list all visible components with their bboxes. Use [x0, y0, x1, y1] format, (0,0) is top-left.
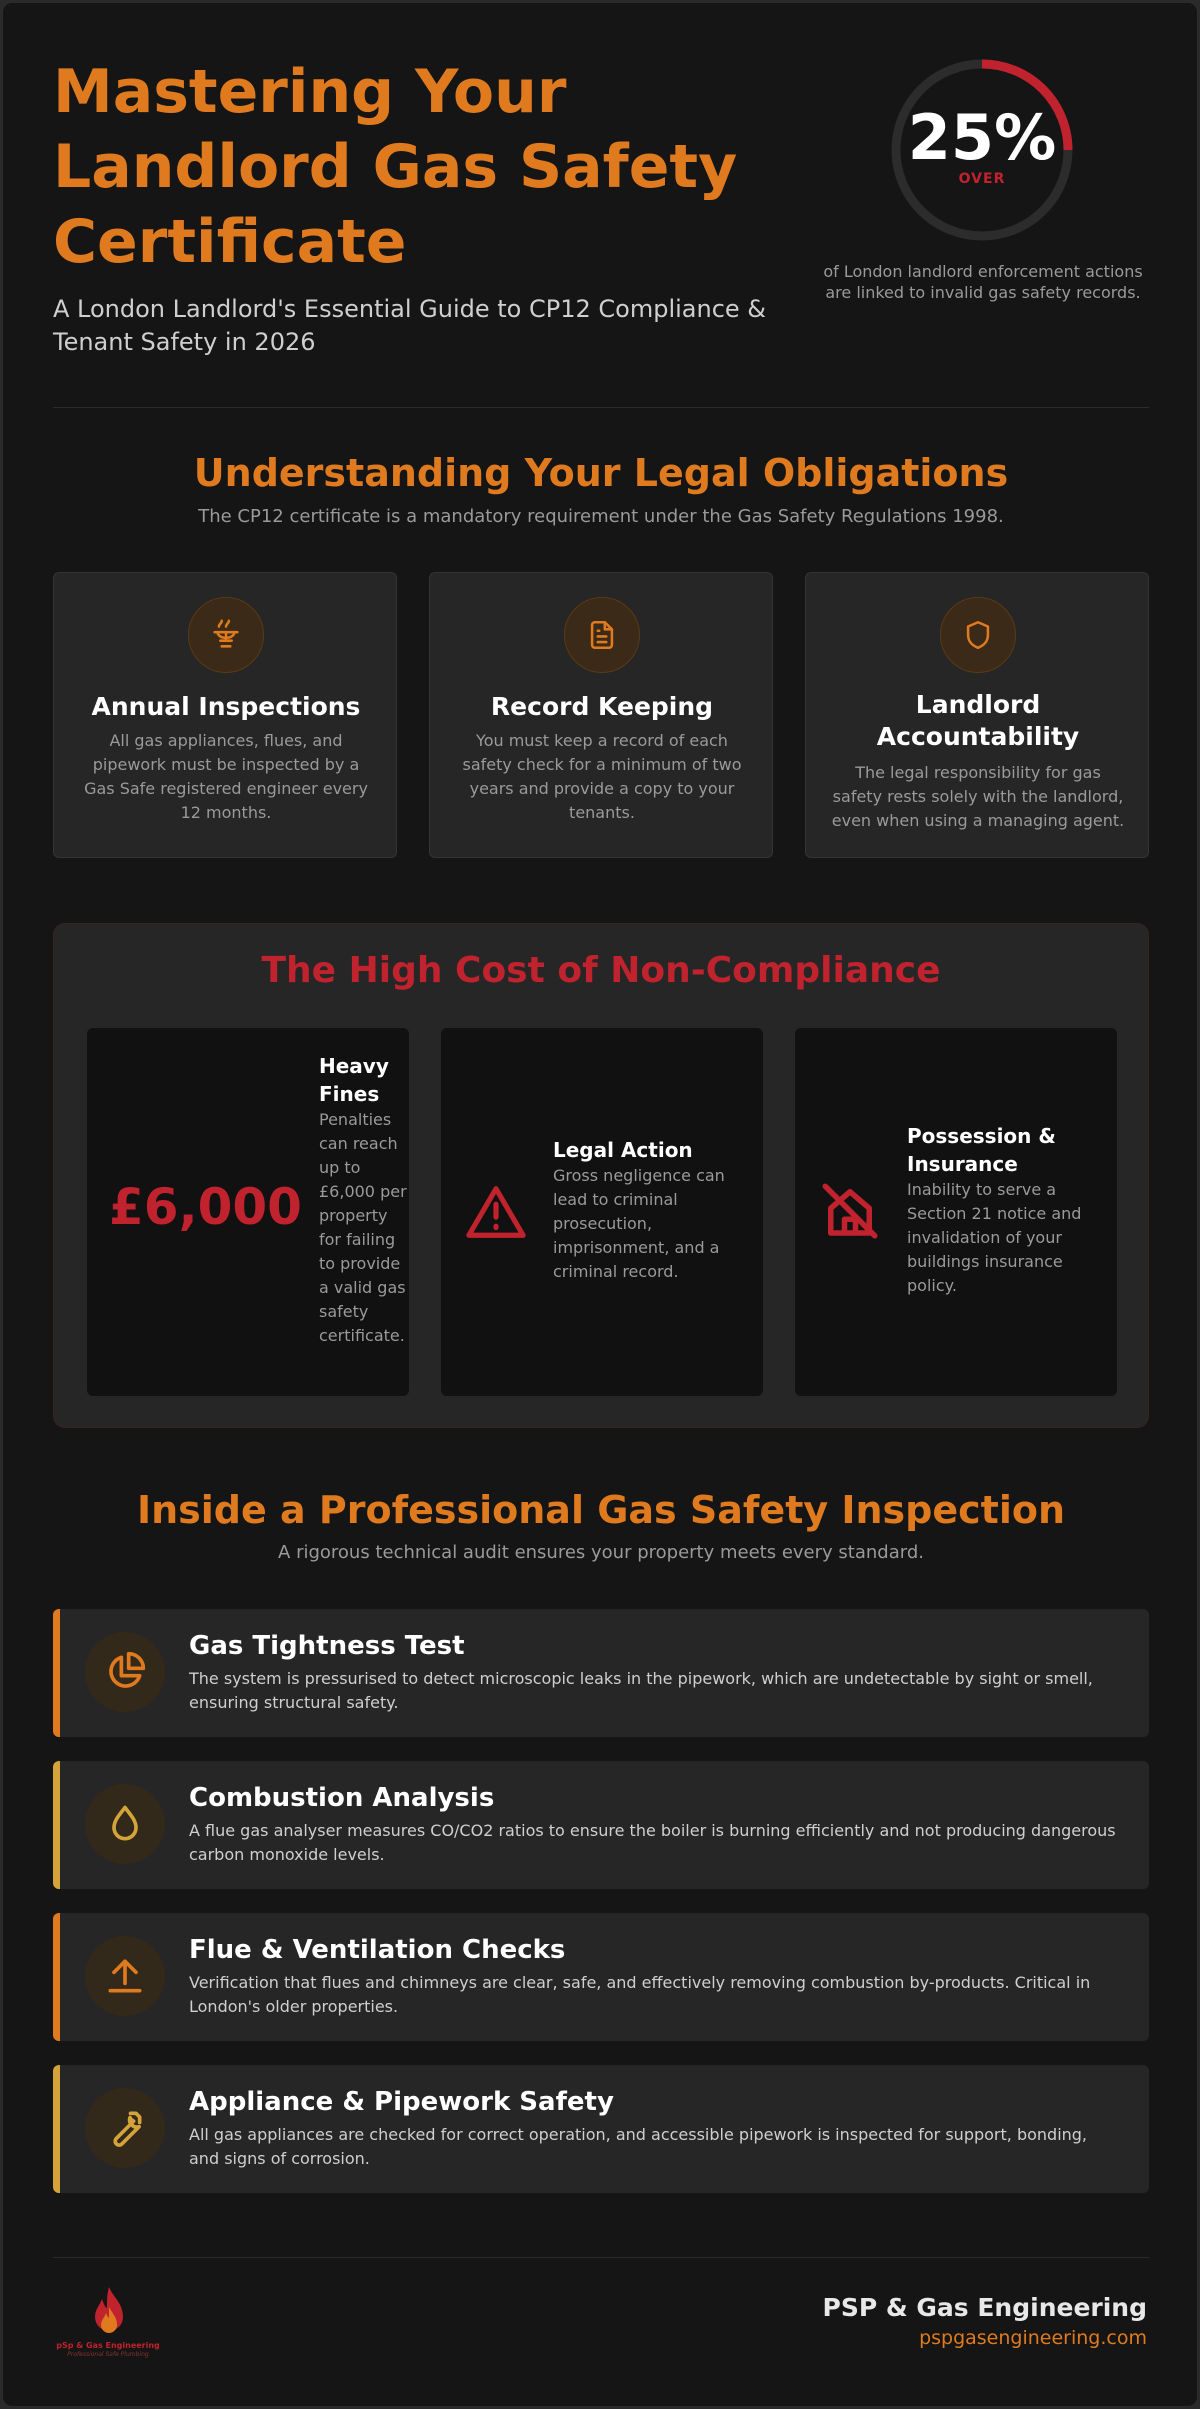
inspection-item-title: Appliance & Pipework Safety	[189, 2087, 614, 2117]
wrench-icon	[85, 2088, 165, 2168]
divider	[53, 407, 1149, 408]
obligations-title: Understanding Your Legal Obligations	[193, 451, 1009, 495]
cost-card-possession-insurance	[795, 1028, 1117, 1396]
accent-bar	[53, 2065, 60, 2193]
inspection-item-title: Flue & Ventilation Checks	[189, 1935, 566, 1965]
obligation-card-landlord-accountability	[805, 572, 1149, 858]
accent-bar	[53, 1609, 60, 1737]
card-title: Annual Inspections	[91, 692, 361, 721]
divider	[53, 2257, 1149, 2258]
company-name: PSP & Gas Engineering	[822, 2293, 1147, 2322]
inspection-item-text: All gas appliances are checked for correct operation, and accessible pipework is inspected for support, bonding, and signs of corrosion.	[189, 2125, 1088, 2168]
cost-card-title: Possession & Insurance	[907, 1124, 1056, 1176]
cost-card-title: Legal Action	[553, 1138, 693, 1162]
accent-bar	[53, 1913, 60, 2041]
inspection-item-flue-ventilation	[53, 1913, 1149, 2041]
card-title: Record Keeping	[490, 692, 714, 721]
cost-card-text: Inability to serve a Section 21 notice and invalidation of your buildings insurance policy.	[907, 1180, 1082, 1295]
cost-card-text: Gross negligence can lead to criminal prosecution, imprisonment, and a criminal record.	[553, 1166, 725, 1281]
card-title: Landlord Accountability	[876, 690, 1080, 751]
inspection-item-appliance-pipework	[53, 2065, 1149, 2193]
cost-card-text: Penalties can reach up to £6,000 per property for failing to provide a valid gas safety certificate.	[319, 1110, 407, 1345]
pie-chart-icon	[85, 1632, 165, 1712]
document-icon	[564, 597, 640, 673]
shield-icon	[940, 597, 1016, 673]
infographic-frame	[2, 2, 1198, 2407]
cost-title: The High Cost of Non-Compliance	[261, 950, 941, 991]
inspection-item-title: Gas Tightness Test	[189, 1631, 465, 1661]
logo-text: pSp & Gas Engineering	[56, 2341, 160, 2350]
card-text: All gas appliances, flues, and pipework must be inspected by a Gas Safe registered engineer every 12 months.	[84, 731, 368, 822]
company-logo	[53, 2285, 163, 2365]
logo-tagline: Professional Safe Plumbing	[67, 2351, 149, 2358]
inspection-subtitle: A rigorous technical audit ensures your property meets every standard.	[278, 1542, 924, 1563]
obligations-subtitle: The CP12 certificate is a mandatory requirement under the Gas Safety Regulations 1998.	[198, 506, 1004, 527]
cost-card-heavy-fines	[87, 1028, 409, 1396]
obligation-card-record-keeping	[429, 572, 773, 858]
flame-icon	[89, 2285, 129, 2339]
obligation-card-annual-inspections	[53, 572, 397, 858]
inspection-title: Inside a Professional Gas Safety Inspection	[136, 1488, 1066, 1532]
inspection-item-text: A flue gas analyser measures CO/CO2 ratios to ensure the boiler is burning efficiently and not producing dangerous carbon monoxide levels.	[189, 1821, 1116, 1864]
inspection-item-gas-tightness	[53, 1609, 1149, 1737]
card-text: The legal responsibility for gas safety rests solely with the landlord, even when using a managing agent.	[831, 763, 1125, 830]
cost-card-legal-action	[441, 1028, 763, 1396]
inspection-item-text: The system is pressurised to detect microscopic leaks in the pipework, which are undetectable by sight or smell, ensuring structural safety.	[189, 1669, 1093, 1712]
warning-icon	[465, 1183, 527, 1245]
inspection-item-text: Verification that flues and chimneys are clear, safe, and effectively removing combustion by-products. Critical in London's older properties.	[189, 1973, 1091, 2016]
stat-value: 25%	[907, 101, 1057, 174]
droplet-icon	[85, 1784, 165, 1864]
page-subtitle: A London Landlord's Essential Guide to CP12 Compliance & Tenant Safety in 2026	[53, 295, 767, 356]
fine-amount: £6,000	[109, 1178, 302, 1236]
stat-caption: of London landlord enforcement actions are linked to invalid gas safety records.	[823, 262, 1143, 302]
cost-card-title: Heavy Fines	[319, 1054, 389, 1106]
company-url-link[interactable]: pspgasengineering.com	[919, 2327, 1147, 2349]
home-off-icon	[817, 1178, 883, 1248]
page-title: Mastering Your Landlord Gas Safety Certificate	[53, 57, 738, 277]
inspection-item-combustion	[53, 1761, 1149, 1889]
gas-burner-icon	[188, 597, 264, 673]
stat-label: OVER	[958, 171, 1006, 187]
accent-bar	[53, 1761, 60, 1889]
inspection-item-title: Combustion Analysis	[189, 1783, 495, 1813]
upload-arrow-icon	[85, 1936, 165, 2016]
card-text: You must keep a record of each safety check for a minimum of two years and provide a copy to your tenants.	[462, 731, 742, 822]
